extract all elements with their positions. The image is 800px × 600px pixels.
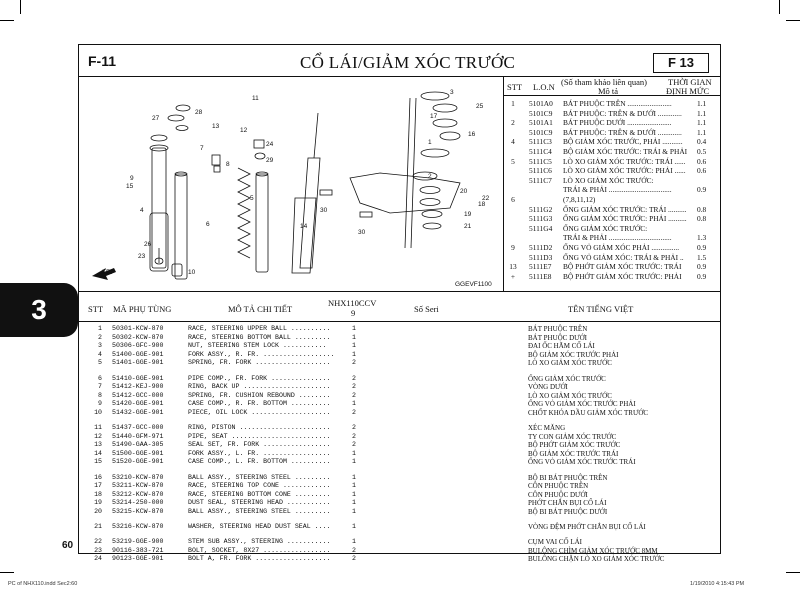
part-row-quantity: 1	[352, 490, 356, 498]
part-row-quantity: 1	[352, 333, 356, 341]
part-row-number: 6	[98, 374, 102, 382]
ref-row-time: 0.5	[697, 147, 707, 156]
ref-row-desc: LÒ XO GIẢM XÓC TRƯỚC: TRÁI ......	[563, 156, 686, 166]
part-row-quantity: 1	[352, 350, 356, 358]
part-row-part-no: 51500-GGE-901	[112, 449, 164, 457]
part-row-description: BALL ASSY., STEERING STEEL .........	[188, 473, 331, 481]
part-row-description: CASE COMP., L. FR. BOTTOM ..........	[188, 458, 331, 466]
ref-row-time: 1.1	[697, 118, 707, 128]
part-row-description: RING, PISTON .......................	[188, 424, 331, 431]
figure-ref: F 13	[653, 53, 709, 73]
ref-table-row	[505, 195, 715, 205]
ref-row-desc: ỐNG VỎ GIẢM XÓC PHẢI ...............	[563, 243, 680, 252]
part-row-quantity: 2	[352, 546, 356, 554]
part-row-vietnamese: ỐNG GIẢM XÓC TRƯỚC	[528, 374, 606, 383]
part-row-quantity: 1	[352, 507, 356, 515]
part-row-description: FORK ASSY., R. FR. ..................	[188, 350, 335, 358]
part-row-number: 4	[98, 350, 102, 358]
crop-mark	[786, 572, 800, 573]
ref-row-lon: 5111C5	[529, 156, 552, 166]
callout-10: 10	[188, 269, 196, 276]
ref-row-lon: 5111G3	[529, 214, 553, 224]
part-row-description: PIPE, SEAT .........................	[188, 432, 331, 440]
parts-table-row	[80, 342, 720, 350]
part-row-quantity: 1	[352, 400, 356, 408]
part-row-vietnamese: CÔN PHUỘC DƯỚI	[528, 490, 588, 499]
part-row-number: 2	[98, 333, 102, 341]
ref-row-lon: 5111E7	[529, 262, 552, 272]
parts-table-row	[80, 441, 720, 449]
crop-mark	[0, 572, 14, 573]
callout-8: 8	[226, 161, 230, 168]
crop-mark	[0, 20, 14, 21]
ref-table-row	[505, 214, 715, 224]
parts-table-row	[80, 547, 720, 555]
ref-row-stt: 4	[511, 137, 515, 147]
callout-1: 1	[428, 139, 432, 146]
part-row-part-no: 51420-GGE-901	[112, 400, 164, 408]
part-row-part-no: 50302-KCW-870	[112, 333, 164, 341]
part-row-vietnamese: LÒ XO GIẢM XÓC TRƯỚC	[528, 391, 612, 400]
part-row-number: 8	[98, 391, 102, 399]
ref-header-stt: STT	[507, 82, 523, 92]
part-row-vietnamese: PHỚT CHẮN BỤI CỔ LÁI	[528, 499, 607, 508]
part-row-quantity: 1	[352, 449, 356, 457]
ref-header-lon: L.O.N	[533, 82, 555, 92]
front-direction-arrow	[92, 268, 116, 280]
parts-table-row	[80, 409, 720, 417]
part-row-number: 10	[94, 408, 102, 416]
callout-7: 7	[200, 145, 204, 152]
ref-table-row	[505, 205, 715, 215]
ref-row-stt: 1	[511, 99, 515, 108]
parts-table-row	[80, 359, 720, 367]
callout-16: 16	[468, 131, 476, 138]
ref-row-desc: ỐNG GIẢM XÓC TRƯỚC: TRÁI ..........	[563, 204, 687, 214]
part-row-number: 19	[94, 499, 102, 507]
ref-row-time: 1.5	[697, 252, 707, 262]
part-row-vietnamese: BULÔNG CHÌM GIẢM XÓC TRƯỚC 8MM	[528, 546, 658, 555]
callout-30b: 30	[358, 229, 366, 236]
part-row-quantity: 2	[352, 555, 356, 563]
ref-table-row	[505, 147, 715, 157]
ref-row-desc: TRÁI & PHẢI ..................................	[563, 233, 672, 243]
parts-table-row	[80, 499, 720, 507]
part-row-quantity: 1	[352, 482, 356, 490]
callout-30a: 30	[320, 207, 328, 214]
ref-row-time: 1.1	[697, 127, 707, 137]
ref-row-time: 0.8	[697, 214, 707, 224]
part-row-part-no: 50306-GFC-900	[112, 342, 164, 350]
part-row-number: 9	[98, 400, 102, 408]
part-row-vietnamese: BÁT PHUỘC TRÊN	[528, 325, 588, 333]
part-row-number: 22	[94, 538, 102, 546]
ref-row-time: 1.1	[697, 99, 707, 108]
part-row-part-no: 53212-KCW-870	[112, 490, 164, 498]
part-row-quantity: 1	[352, 499, 356, 507]
part-row-number: 24	[94, 555, 102, 563]
parts-table-row	[80, 433, 720, 441]
part-row-description: RACE, STEERING BOTTOM BALL .........	[188, 333, 331, 341]
parts-table-row	[80, 523, 720, 531]
part-row-part-no: 50301-KCW-870	[112, 325, 164, 332]
ref-table-row	[505, 272, 715, 282]
crop-mark	[786, 20, 800, 21]
ref-table-row	[505, 243, 715, 253]
exploded-parts-diagram	[80, 78, 502, 290]
part-row-number: 15	[94, 458, 102, 466]
part-row-number: 3	[98, 342, 102, 350]
ref-header-time-sub: ĐỊNH MỨC	[666, 86, 710, 96]
part-row-vietnamese: BỘ GIẢM XÓC TRƯỚC PHẢI	[528, 350, 619, 359]
ref-table-row	[505, 166, 715, 176]
ref-table-row	[505, 262, 715, 272]
part-row-quantity: 2	[352, 432, 356, 440]
part-row-vietnamese: ĐAI ỐC HÃM CỔ LÁI	[528, 342, 595, 351]
part-row-part-no: 53210-KCW-870	[112, 473, 164, 481]
ref-row-lon: 5111C7	[529, 175, 552, 185]
callout-17: 17	[430, 113, 438, 120]
ref-row-stt: 2	[511, 118, 515, 128]
steering-stem	[405, 98, 410, 248]
ref-row-stt: 9	[511, 243, 515, 252]
parts-table-row	[80, 482, 720, 490]
parts-header-stt: STT	[88, 304, 104, 314]
callout-26: 26	[144, 241, 152, 248]
part-row-part-no: 51412-GCC-000	[112, 391, 164, 399]
part-row-quantity: 2	[352, 424, 356, 431]
ref-row-lon: 5111C4	[529, 147, 552, 156]
ref-row-time: 0.9	[697, 262, 707, 272]
part-row-description: RING, BACK UP ......................	[188, 383, 331, 391]
callout-13: 13	[212, 123, 220, 130]
ref-row-desc: ỐNG VỎ GIẢM XÓC: TRÁI & PHẢI ..	[563, 252, 684, 262]
ref-row-desc: ỐNG GIẢM XÓC TRƯỚC: PHẢI ..........	[563, 214, 687, 224]
part-row-description: RACE, STEERING TOP CONE ............	[188, 482, 331, 490]
callout-4: 4	[140, 207, 144, 214]
ref-header-time: THỜI GIAN	[668, 77, 712, 87]
ref-row-desc: (7,8,11,12)	[563, 195, 596, 204]
part-row-part-no: 53216-KCW-870	[112, 523, 164, 530]
parts-table-row	[80, 458, 720, 466]
ref-row-desc: LÒ XO GIẢM XÓC TRƯỚC:	[563, 175, 654, 185]
section-code: F-11	[88, 53, 117, 69]
ref-row-time: 0.9	[697, 271, 707, 281]
ref-header-desc: (Số tham khảo liên quan)	[561, 77, 647, 87]
ref-row-time: 0.6	[697, 166, 707, 176]
ref-row-time: 0.9	[697, 185, 707, 195]
ref-row-lon: 5111G2	[529, 204, 553, 214]
parts-header-top	[78, 291, 721, 292]
ref-row-desc: BÁT PHUỘC DƯỚI ........................	[563, 118, 672, 128]
ref-row-time: 1.1	[697, 108, 707, 118]
part-row-number: 1	[98, 325, 102, 332]
parts-header-vietnamese: TÊN TIẾNG VIỆT	[568, 304, 634, 314]
ref-table-row	[505, 224, 715, 234]
ref-table-row	[505, 118, 715, 128]
part-row-quantity: 1	[352, 458, 356, 466]
parts-header-part-no: MÃ PHỤ TÙNG	[113, 304, 172, 314]
part-row-part-no: 51400-GGE-901	[112, 350, 164, 358]
callout-5: 5	[250, 195, 254, 202]
callout-24: 24	[266, 141, 274, 148]
parts-header-model-sub: 9	[351, 308, 356, 318]
part-row-vietnamese: BỘ BI BÁT PHUỘC TRÊN	[528, 473, 608, 482]
parts-table-row	[80, 555, 720, 563]
callout-9: 9	[130, 175, 134, 182]
part-row-quantity: 1	[352, 538, 356, 546]
callout-2: 2	[428, 173, 432, 180]
part-row-quantity: 1	[352, 523, 356, 530]
direction-label: FR.	[102, 269, 113, 276]
part-row-number: 23	[94, 546, 102, 554]
ref-row-desc: BÁT PHUỘC: TRÊN & DƯỚI .............	[563, 108, 682, 118]
callout-6: 6	[206, 221, 210, 228]
page-number: 60	[62, 540, 74, 551]
part-row-quantity: 2	[352, 383, 356, 391]
part-row-vietnamese: BULÔNG CHẶN LÒ XO GIẢM XÓC TRƯỚC	[528, 555, 665, 564]
callout-25: 25	[476, 103, 484, 110]
parts-table-row	[80, 400, 720, 408]
ref-row-desc: BỘ GIẢM XÓC TRƯỚC: TRÁI & PHẢI	[563, 147, 688, 156]
ref-table-row	[505, 109, 715, 119]
ref-row-lon: 5111D2	[529, 243, 553, 252]
callout-21: 21	[464, 223, 472, 230]
part-row-description: SEAL SET, FR. FORK .................	[188, 441, 331, 449]
parts-header-description: MÔ TẢ CHI TIẾT	[228, 304, 293, 314]
part-row-vietnamese: CHỐT KHÓA DẦU GIẢM XÓC TRƯỚC	[528, 408, 649, 417]
callout-29: 29	[266, 157, 274, 164]
callout-3: 3	[450, 89, 454, 96]
chapter-tab: 3	[0, 283, 78, 337]
part-row-number: 13	[94, 441, 102, 449]
part-row-part-no: 53219-GGE-900	[112, 538, 164, 546]
part-row-part-no: 53214-250-000	[112, 499, 164, 507]
parts-table-row	[80, 424, 720, 432]
parts-table-row	[80, 325, 720, 333]
ref-row-lon: 5111C6	[529, 166, 552, 176]
ref-row-time: 0.4	[697, 137, 707, 147]
ref-row-lon: 5111G4	[529, 223, 553, 233]
parts-table-row	[80, 392, 720, 400]
parts-table-row	[80, 508, 720, 516]
callout-labels	[126, 89, 490, 276]
part-row-part-no: 53211-KCW-870	[112, 482, 164, 490]
callout-18: 18	[478, 201, 486, 208]
fork-pipe	[175, 174, 187, 279]
part-row-vietnamese: VÒNG DƯỚI	[528, 383, 568, 392]
parts-table-row	[80, 491, 720, 499]
page-title: CỔ LÁI/GIẢM XÓC TRƯỚC	[300, 53, 516, 72]
ref-row-desc: ỐNG GIẢM XÓC TRƯỚC:	[563, 223, 648, 233]
part-row-description: STEM SUB ASSY., STEERING ...........	[188, 538, 331, 546]
ref-table-row	[505, 157, 715, 167]
ref-table-row	[505, 176, 715, 186]
diagram-code: GGEVF1100	[455, 281, 492, 288]
ref-row-lon: 5111C3	[529, 137, 552, 147]
part-row-quantity: 2	[352, 391, 356, 399]
seal-ring	[168, 115, 184, 121]
ref-row-stt: 13	[509, 262, 517, 272]
ref-table-row	[505, 253, 715, 263]
part-row-vietnamese: BỘ GIẢM XÓC TRƯỚC TRÁI	[528, 449, 619, 458]
footer-file: PC of NHX110.indd Sec2:60	[8, 581, 78, 587]
ref-row-lon: 5111E8	[529, 271, 552, 281]
part-row-number: 18	[94, 490, 102, 498]
part-row-number: 16	[94, 473, 102, 481]
parts-header-bottom	[78, 321, 721, 322]
part-row-part-no: 51437-GCC-000	[112, 424, 164, 431]
callout-11: 11	[252, 95, 259, 102]
ref-table-row	[505, 137, 715, 147]
callout-22: 22	[482, 195, 490, 202]
callout-19: 19	[464, 211, 472, 218]
ref-row-stt: +	[510, 271, 516, 281]
part-row-description: DUST SEAL, STEERING HEAD ...........	[188, 499, 331, 507]
part-row-quantity: 2	[352, 374, 356, 382]
parts-header-serial: Số Seri	[414, 304, 439, 314]
crop-mark	[20, 0, 21, 14]
parts-header-model: NHX110CCV	[328, 298, 377, 308]
ref-row-desc: BÁT PHUỘC: TRÊN & DƯỚI .............	[563, 127, 682, 137]
part-row-quantity: 1	[352, 342, 356, 350]
part-row-quantity: 1	[352, 325, 356, 332]
part-row-description: PIPE COMP., FR. FORK ...............	[188, 374, 331, 382]
part-row-part-no: 51401-GGE-901	[112, 359, 164, 367]
part-row-vietnamese: CỤM VAI CỔ LÁI	[528, 538, 582, 547]
ref-row-lon: 5101C9	[529, 127, 553, 137]
callout-20: 20	[460, 188, 468, 195]
ref-row-stt: 6	[511, 195, 515, 204]
ref-row-lon: 5101A1	[529, 118, 553, 128]
part-row-quantity: 2	[352, 359, 356, 367]
ref-row-desc: BỘ PHỚT GIẢM XÓC TRƯỚC: PHẢI	[563, 271, 682, 281]
ref-row-desc: BỘ GIẢM XÓC TRƯỚC, PHẢI ...........	[563, 137, 683, 147]
bearing-race	[421, 92, 449, 100]
part-row-part-no: 90116-383-721	[112, 546, 164, 554]
callout-28: 28	[195, 109, 203, 116]
part-row-description: BOLT A, FR. FORK ...................	[188, 555, 331, 563]
part-row-number: 14	[94, 449, 102, 457]
callout-27: 27	[152, 115, 160, 122]
part-row-vietnamese: BỘ BI BÁT PHUỘC DƯỚI	[528, 507, 608, 516]
crop-mark	[779, 0, 780, 14]
part-row-vietnamese: BỘ PHỚT GIẢM XÓC TRƯỚC	[528, 441, 621, 450]
part-row-description: WASHER, STEERING HEAD DUST SEAL ....	[188, 523, 331, 530]
part-row-part-no: 53215-KCW-870	[112, 507, 164, 515]
part-row-description: PIECE, OIL LOCK ....................	[188, 408, 331, 416]
part-row-description: RACE, STEERING BOTTOM CONE .........	[188, 490, 331, 498]
parts-table-row	[80, 334, 720, 342]
fork-spring	[238, 168, 250, 258]
parts-table-row	[80, 351, 720, 359]
part-row-vietnamese: ỐNG VỎ GIẢM XÓC TRƯỚC TRÁI	[528, 458, 636, 467]
part-row-part-no: 51432-GGE-901	[112, 408, 164, 416]
part-row-vietnamese: XÉC MĂNG	[528, 424, 566, 432]
part-row-part-no: 51412-KEJ-900	[112, 383, 164, 391]
part-row-part-no: 51490-GAA-305	[112, 441, 164, 449]
ref-table-divider	[503, 76, 504, 291]
part-row-part-no: 90123-GGE-901	[112, 555, 164, 563]
part-row-vietnamese: VÒNG ĐỆM PHỚT CHẮN BỤI CỔ LÁI	[528, 523, 646, 531]
part-row-vietnamese: ỐNG VỎ GIẢM XÓC TRƯỚC PHẢI	[528, 400, 636, 409]
part-row-description: BOLT, SOCKET, 8X27 .................	[188, 546, 331, 554]
part-row-quantity: 2	[352, 408, 356, 416]
part-row-quantity: 2	[352, 441, 356, 449]
part-row-vietnamese: TY CON GIẢM XÓC TRƯỚC	[528, 432, 617, 441]
ref-row-lon: 5101A0	[529, 99, 553, 108]
part-row-description: SPRING, FR. CUSHION REBOUND ........	[188, 391, 331, 399]
ref-row-time: 1.3	[697, 233, 707, 243]
callout-23: 23	[138, 253, 146, 260]
part-row-quantity: 1	[352, 473, 356, 481]
part-row-description: BALL ASSY., STEERING STEEL .........	[188, 507, 331, 515]
parts-table-row	[80, 474, 720, 482]
part-row-number: 12	[94, 432, 102, 440]
part-row-part-no: 51410-GGE-901	[112, 374, 164, 382]
part-row-vietnamese: CÔN PHUỘC TRÊN	[528, 482, 589, 491]
part-row-description: NUT, STEERING STEM LOCK ...........	[188, 342, 327, 350]
part-row-number: 7	[98, 383, 102, 391]
ref-row-time: 0.6	[697, 156, 707, 166]
ref-header-desc-sub: Mô tả	[598, 86, 619, 96]
parts-table-row	[80, 450, 720, 458]
part-row-vietnamese: BÁT PHUỘC DƯỚI	[528, 333, 587, 342]
part-row-description: CASE COMP., R. FR. BOTTOM ..........	[188, 400, 331, 408]
part-row-number: 5	[98, 359, 102, 367]
part-row-part-no: 51520-GGE-901	[112, 458, 164, 466]
ref-table-row	[505, 233, 715, 243]
part-row-number: 21	[94, 523, 102, 530]
part-row-description: RACE, STEERING UPPER BALL ..........	[188, 325, 331, 332]
callout-15: 15	[126, 183, 134, 190]
ref-row-desc: TRÁI & PHẢI ..................................	[563, 185, 672, 195]
part-row-description: FORK ASSY., L. FR. .................	[188, 449, 331, 457]
ref-table-row	[505, 99, 715, 109]
footer-timestamp: 1/19/2010 4:15:43 PM	[690, 581, 745, 587]
part-row-number: 20	[94, 507, 102, 515]
parts-table-row	[80, 375, 720, 383]
part-row-vietnamese: LÒ XO GIẢM XÓC TRƯỚC	[528, 359, 612, 368]
ref-row-desc: LÒ XO GIẢM XÓC TRƯỚC: PHẢI ......	[563, 166, 686, 176]
ref-row-time: 0.8	[697, 204, 707, 214]
callout-14: 14	[300, 223, 308, 230]
ref-row-lon: 5111D3	[529, 252, 553, 262]
ref-table-row	[505, 128, 715, 138]
ref-row-time: 0.9	[697, 243, 707, 252]
ref-table-row	[505, 185, 715, 195]
ref-row-desc: BỘ PHỚT GIẢM XÓC TRƯỚC: TRÁI	[563, 262, 682, 272]
parts-table-row	[80, 538, 720, 546]
ref-row-stt: 5	[511, 156, 515, 166]
part-row-number: 17	[94, 482, 102, 490]
part-row-part-no: 51440-GFM-971	[112, 432, 164, 440]
part-row-number: 11	[94, 424, 102, 431]
ref-row-lon: 5101C9	[529, 108, 553, 118]
callout-12: 12	[240, 127, 248, 134]
parts-table-row	[80, 383, 720, 391]
part-row-description: SPRING, FR. FORK ...................	[188, 359, 331, 367]
ref-row-desc: BÁT PHUỘC TRÊN ........................	[563, 99, 672, 108]
